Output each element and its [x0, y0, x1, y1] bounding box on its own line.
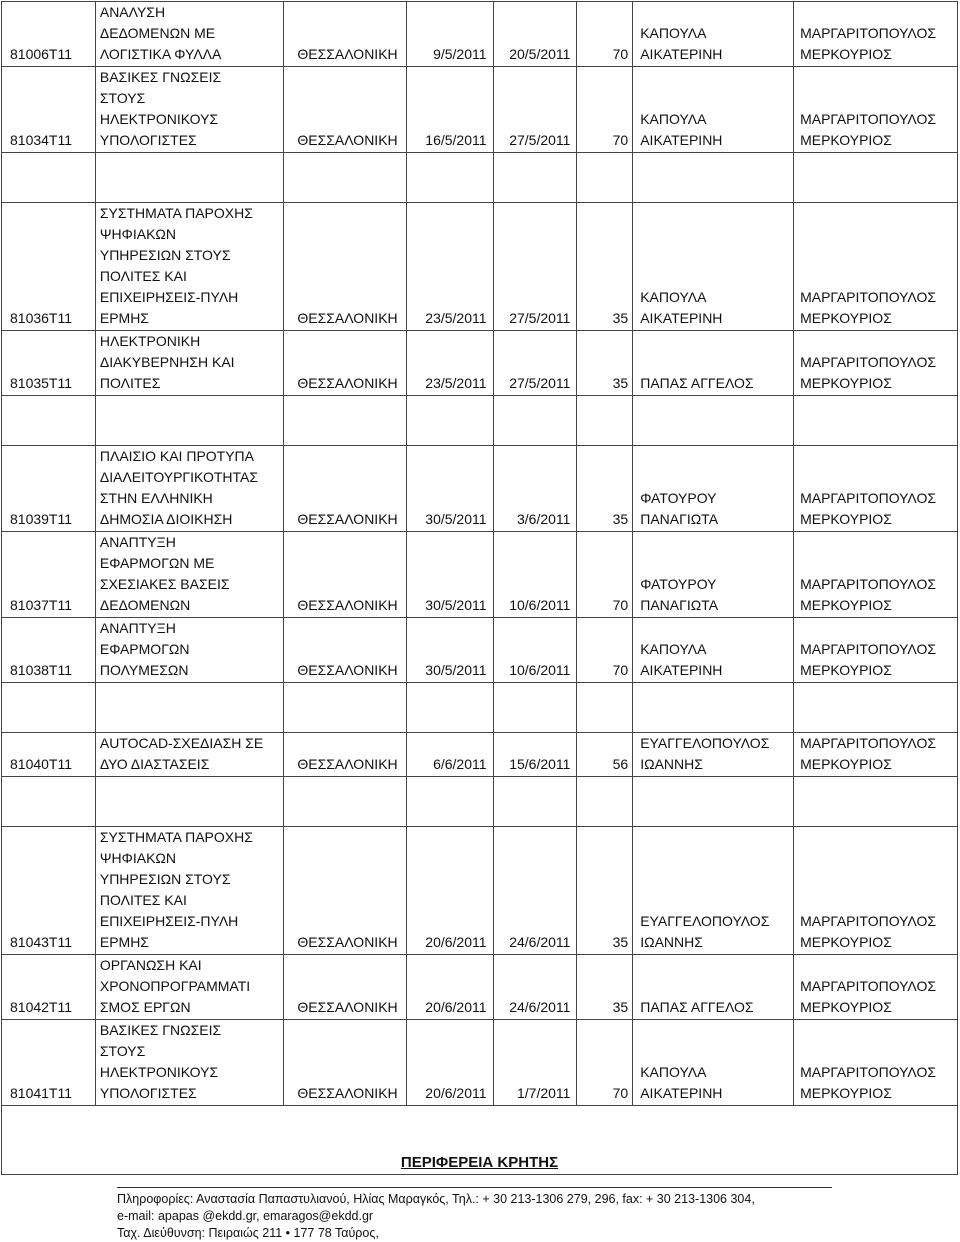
trainer-secondary: [794, 331, 958, 396]
group-separator: [2, 396, 958, 446]
empty-cell: [577, 777, 633, 827]
trainer-primary: [633, 733, 794, 777]
region-row: [2, 1106, 958, 1175]
course-title-line: ΣΤΟΥΣ: [99, 1043, 146, 1059]
trainer-primary-line: ΑΙΚΑΤΕΡΙΝΗ: [640, 662, 723, 678]
trainer-secondary-line: ΜΕΡΚΟΥΡΙΟΣ: [800, 662, 892, 678]
course-city: ΘΕΣΣΑΛΟΝΙΚΗ: [283, 1020, 406, 1106]
course-code: 81040Τ11: [2, 733, 96, 777]
start-date: 20/6/2011: [406, 827, 493, 955]
trainer-primary: [633, 827, 794, 955]
course-title-line: ΗΛΕΚΤΡΟΝΙΚΟΥΣ: [99, 1064, 219, 1080]
trainer-secondary-line: ΜΑΡΓΑΡΙΤΟΠΟΥΛΟΣ: [800, 111, 937, 127]
trainer-secondary-line: ΜΕΡΚΟΥΡΙΟΣ: [800, 1085, 892, 1101]
start-date: 20/6/2011: [406, 955, 493, 1020]
course-title-line: ΑΝΑΠΤΥΞΗ: [99, 620, 176, 636]
empty-cell: [794, 777, 958, 827]
course-title-line: ΠΟΛΥΜΕΣΩΝ: [99, 662, 189, 678]
course-title-line: ΛΟΓΙΣΤΙΚΑ ΦΥΛΛΑ: [99, 46, 222, 62]
trainer-primary-line: ΠΑΝΑΓΙΩΤΑ: [640, 597, 719, 613]
empty-cell: [633, 777, 794, 827]
trainer-secondary: [794, 618, 958, 683]
course-city: ΘΕΣΣΑΛΟΝΙΚΗ: [283, 331, 406, 396]
course-title-line: ΨΗΦΙΑΚΩΝ: [99, 226, 176, 242]
table-row: [2, 2, 958, 67]
empty-cell: [577, 683, 633, 733]
course-title-line: ΠΟΛΙΤΕΣ ΚΑΙ: [99, 892, 187, 908]
course-title-line: ΥΠΟΛΟΓΙΣΤΕΣ: [99, 132, 197, 148]
trainer-primary-line: ΠΑΝΑΓΙΩΤΑ: [640, 511, 719, 527]
empty-cell: [794, 153, 958, 203]
course-hours: 35: [577, 203, 633, 331]
course-title-line: ΠΟΛΙΤΕΣ: [99, 375, 161, 391]
course-title-line: ΒΑΣΙΚΕΣ ΓΝΩΣΕΙΣ: [99, 69, 222, 85]
course-title-line: ΥΠΟΛΟΓΙΣΤΕΣ: [99, 1085, 197, 1101]
start-date: 30/5/2011: [406, 446, 493, 532]
trainer-secondary-line: ΜΑΡΓΑΡΙΤΟΠΟΥΛΟΣ: [800, 641, 937, 657]
table-row: [2, 618, 958, 683]
empty-cell: [406, 396, 493, 446]
course-hours: 70: [577, 1020, 633, 1106]
trainer-secondary-line: ΜΕΡΚΟΥΡΙΟΣ: [800, 597, 892, 613]
table-body: [2, 2, 958, 1175]
table-row: [2, 955, 958, 1020]
trainer-primary: [633, 532, 794, 618]
trainer-secondary: [794, 827, 958, 955]
trainer-primary-line: ΕΥΑΓΓΕΛΟΠΟΥΛΟΣ: [640, 913, 770, 929]
trainer-primary: [633, 203, 794, 331]
course-code: 81038Τ11: [2, 618, 96, 683]
trainer-primary: [633, 2, 794, 67]
trainer-secondary-line: ΜΕΡΚΟΥΡΙΟΣ: [800, 310, 892, 326]
footer-contacts: Πληροφορίες: Αναστασία Παπαστυλιανού, Ηλίας Μαραγκός, Τηλ.: + 30 213-1306 279, 296, fax: + 30 213-1306 304,: [117, 1192, 755, 1206]
empty-cell: [95, 153, 283, 203]
course-title-line: ΥΠΗΡΕΣΙΩΝ ΣΤΟΥΣ: [99, 871, 231, 887]
empty-cell: [577, 153, 633, 203]
trainer-secondary: [794, 67, 958, 153]
trainer-primary: [633, 1020, 794, 1106]
trainer-primary-line: ΦΑΤΟΥΡΟΥ: [640, 490, 717, 506]
course-code: 81037Τ11: [2, 532, 96, 618]
empty-cell: [283, 683, 406, 733]
trainer-secondary-line: ΜΕΡΚΟΥΡΙΟΣ: [800, 46, 892, 62]
course-hours: 70: [577, 618, 633, 683]
end-date: 24/6/2011: [493, 955, 577, 1020]
course-city: ΘΕΣΣΑΛΟΝΙΚΗ: [283, 67, 406, 153]
trainer-primary-line: ΑΙΚΑΤΕΡΙΝΗ: [640, 132, 723, 148]
course-hours: 35: [577, 331, 633, 396]
empty-cell: [577, 396, 633, 446]
trainer-primary: [633, 618, 794, 683]
course-title-line: ΔΗΜΟΣΙΑ ΔΙΟΙΚΗΣΗ: [99, 511, 233, 527]
table-row: [2, 67, 958, 153]
empty-cell: [493, 683, 577, 733]
trainer-primary-line: ΕΥΑΓΓΕΛΟΠΟΥΛΟΣ: [640, 735, 770, 751]
empty-cell: [95, 396, 283, 446]
empty-cell: [2, 396, 96, 446]
trainer-secondary-line: ΜΑΡΓΑΡΙΤΟΠΟΥΛΟΣ: [800, 1064, 937, 1080]
course-code: 81035Τ11: [2, 331, 96, 396]
empty-cell: [493, 396, 577, 446]
course-title-line: ΕΠΙΧΕΙΡΗΣΕΙΣ-ΠΥΛΗ: [99, 913, 239, 929]
table-row: [2, 827, 958, 955]
course-hours: 35: [577, 446, 633, 532]
course-city: ΘΕΣΣΑΛΟΝΙΚΗ: [283, 2, 406, 67]
end-date: 20/5/2011: [493, 2, 577, 67]
trainer-primary-line: ΠΑΠΑΣ ΑΓΓΕΛΟΣ: [640, 375, 754, 391]
trainer-secondary-line: ΜΕΡΚΟΥΡΙΟΣ: [800, 934, 892, 950]
region-title: ΠΕΡΙΦΕΡΕΙΑ ΚΡΗΤΗΣ: [400, 1154, 559, 1171]
end-date: 24/6/2011: [493, 827, 577, 955]
empty-cell: [794, 683, 958, 733]
course-title-line: ΣΜΟΣ ΕΡΓΩΝ: [99, 999, 191, 1015]
course-title-line: ΣΤΗΝ ΕΛΛΗΝΙΚΗ: [99, 490, 213, 506]
trainer-primary-line: ΙΩΑΝΝΗΣ: [640, 756, 703, 772]
end-date: 27/5/2011: [493, 67, 577, 153]
end-date: 1/7/2011: [493, 1020, 577, 1106]
course-title: [95, 446, 283, 532]
end-date: 10/6/2011: [493, 532, 577, 618]
trainer-primary-line: ΑΙΚΑΤΕΡΙΝΗ: [640, 46, 723, 62]
course-code: 81042Τ11: [2, 955, 96, 1020]
start-date: 30/5/2011: [406, 618, 493, 683]
course-title-line: ΔΙΑΛΕΙΤΟΥΡΓΙΚΟΤΗΤΑΣ: [99, 469, 258, 485]
end-date: 3/6/2011: [493, 446, 577, 532]
trainer-secondary-line: ΜΑΡΓΑΡΙΤΟΠΟΥΛΟΣ: [800, 490, 937, 506]
start-date: 6/6/2011: [406, 733, 493, 777]
contact-footer: [117, 1187, 832, 1242]
trainer-secondary: [794, 446, 958, 532]
empty-cell: [633, 153, 794, 203]
table-row: [2, 203, 958, 331]
course-title-line: ΔΕΔΟΜΕΝΩΝ ΜΕ: [99, 25, 216, 41]
empty-cell: [283, 777, 406, 827]
course-title: [95, 2, 283, 67]
trainer-secondary-line: ΜΕΡΚΟΥΡΙΟΣ: [800, 756, 892, 772]
empty-cell: [283, 396, 406, 446]
start-date: 23/5/2011: [406, 203, 493, 331]
trainer-primary: [633, 955, 794, 1020]
start-date: 20/6/2011: [406, 1020, 493, 1106]
course-hours: 35: [577, 827, 633, 955]
course-code: 81036Τ11: [2, 203, 96, 331]
course-city: ΘΕΣΣΑΛΟΝΙΚΗ: [283, 532, 406, 618]
empty-cell: [406, 777, 493, 827]
course-schedule-table: [1, 1, 958, 1175]
course-title-line: ΑΝΑΛΥΣΗ: [99, 4, 166, 20]
trainer-secondary-line: ΜΕΡΚΟΥΡΙΟΣ: [800, 132, 892, 148]
empty-cell: [2, 683, 96, 733]
empty-cell: [633, 683, 794, 733]
course-hours: 70: [577, 2, 633, 67]
course-title: [95, 733, 283, 777]
course-city: ΘΕΣΣΑΛΟΝΙΚΗ: [283, 827, 406, 955]
course-hours: 70: [577, 67, 633, 153]
empty-cell: [95, 683, 283, 733]
empty-cell: [633, 396, 794, 446]
trainer-secondary: [794, 2, 958, 67]
course-title-line: ΔΙΑΚΥΒΕΡΝΗΣΗ ΚΑΙ: [99, 354, 235, 370]
empty-cell: [406, 683, 493, 733]
end-date: 15/6/2011: [493, 733, 577, 777]
course-city: ΘΕΣΣΑΛΟΝΙΚΗ: [283, 618, 406, 683]
course-hours: 56: [577, 733, 633, 777]
course-title-line: ΧΡΟΝΟΠΡΟΓΡΑΜΜΑΤΙ: [99, 978, 251, 994]
trainer-primary: [633, 331, 794, 396]
course-city: ΘΕΣΣΑΛΟΝΙΚΗ: [283, 203, 406, 331]
trainer-secondary: [794, 1020, 958, 1106]
end-date: 10/6/2011: [493, 618, 577, 683]
course-code: 81041Τ11: [2, 1020, 96, 1106]
course-city: ΘΕΣΣΑΛΟΝΙΚΗ: [283, 955, 406, 1020]
course-title-line: ΠΛΑΙΣΙΟ ΚΑΙ ΠΡΟΤΥΠΑ: [99, 448, 255, 464]
course-hours: 35: [577, 955, 633, 1020]
empty-cell: [406, 153, 493, 203]
start-date: 23/5/2011: [406, 331, 493, 396]
trainer-secondary-line: ΜΕΡΚΟΥΡΙΟΣ: [800, 999, 892, 1015]
table-row: [2, 1020, 958, 1106]
trainer-primary-line: ΚΑΠΟΥΛΑ: [640, 1064, 707, 1080]
course-title-line: ΣΥΣΤΗΜΑΤΑ ΠΑΡΟΧΗΣ: [99, 829, 253, 845]
course-title-line: ΕΦΑΡΜΟΓΩΝ ΜΕ: [99, 555, 215, 571]
course-title: [95, 331, 283, 396]
empty-cell: [2, 777, 96, 827]
trainer-secondary-line: ΜΑΡΓΑΡΙΤΟΠΟΥΛΟΣ: [800, 289, 937, 305]
trainer-secondary: [794, 532, 958, 618]
trainer-secondary-line: ΜΑΡΓΑΡΙΤΟΠΟΥΛΟΣ: [800, 354, 937, 370]
course-city: ΘΕΣΣΑΛΟΝΙΚΗ: [283, 446, 406, 532]
trainer-primary-line: ΑΙΚΑΤΕΡΙΝΗ: [640, 1085, 723, 1101]
empty-cell: [493, 153, 577, 203]
course-title-line: ΗΛΕΚΤΡΟΝΙΚΗ: [99, 333, 201, 349]
table-row: [2, 532, 958, 618]
trainer-secondary-line: ΜΑΡΓΑΡΙΤΟΠΟΥΛΟΣ: [800, 978, 937, 994]
course-title: [95, 67, 283, 153]
course-code: 81006Τ11: [2, 2, 96, 67]
table-row: [2, 733, 958, 777]
course-title: [95, 1020, 283, 1106]
course-title-line: ΠΟΛΙΤΕΣ ΚΑΙ: [99, 268, 187, 284]
table-row: [2, 446, 958, 532]
course-city: ΘΕΣΣΑΛΟΝΙΚΗ: [283, 733, 406, 777]
trainer-secondary-line: ΜΑΡΓΑΡΙΤΟΠΟΥΛΟΣ: [800, 735, 937, 751]
course-title: [95, 618, 283, 683]
trainer-secondary-line: ΜΑΡΓΑΡΙΤΟΠΟΥΛΟΣ: [800, 913, 937, 929]
course-title-line: ΟΡΓΑΝΩΣΗ ΚΑΙ: [99, 957, 202, 973]
region-cell: [2, 1106, 958, 1175]
group-separator: [2, 683, 958, 733]
empty-cell: [283, 153, 406, 203]
group-separator: [2, 153, 958, 203]
course-title-line: ΣΤΟΥΣ: [99, 90, 146, 106]
trainer-secondary: [794, 203, 958, 331]
empty-cell: [95, 777, 283, 827]
footer-email: e-mail: apapas @ekdd.gr, emaragos@ekdd.gr: [117, 1209, 374, 1223]
trainer-primary-line: ΦΑΤΟΥΡΟΥ: [640, 576, 717, 592]
course-title-line: ΔΥΟ ΔΙΑΣΤΑΣΕΙΣ: [99, 756, 210, 772]
course-title-line: AUTOCAD-ΣΧΕΔΙΑΣΗ ΣΕ: [99, 735, 264, 751]
empty-cell: [2, 153, 96, 203]
empty-cell: [493, 777, 577, 827]
trainer-primary: [633, 446, 794, 532]
course-title-line: ΕΡΜΗΣ: [99, 310, 149, 326]
course-title-line: ΕΦΑΡΜΟΓΩΝ: [99, 641, 190, 657]
trainer-primary-line: ΚΑΠΟΥΛΑ: [640, 111, 707, 127]
course-code: 81039Τ11: [2, 446, 96, 532]
course-title-line: ΔΕΔΟΜΕΝΩΝ: [99, 597, 191, 613]
course-title-line: ΣΥΣΤΗΜΑΤΑ ΠΑΡΟΧΗΣ: [99, 205, 253, 221]
trainer-secondary: [794, 955, 958, 1020]
course-title: [95, 827, 283, 955]
course-title-line: ΕΠΙΧΕΙΡΗΣΕΙΣ-ΠΥΛΗ: [99, 289, 239, 305]
trainer-primary-line: ΚΑΠΟΥΛΑ: [640, 25, 707, 41]
trainer-primary-line: ΑΙΚΑΤΕΡΙΝΗ: [640, 310, 723, 326]
group-separator: [2, 777, 958, 827]
course-title-line: ΣΧΕΣΙΑΚΕΣ ΒΑΣΕΙΣ: [99, 576, 230, 592]
start-date: 30/5/2011: [406, 532, 493, 618]
course-title-line: ΒΑΣΙΚΕΣ ΓΝΩΣΕΙΣ: [99, 1022, 222, 1038]
course-title: [95, 203, 283, 331]
course-title-line: ΗΛΕΚΤΡΟΝΙΚΟΥΣ: [99, 111, 219, 127]
start-date: 16/5/2011: [406, 67, 493, 153]
trainer-primary-line: ΠΑΠΑΣ ΑΓΓΕΛΟΣ: [640, 999, 754, 1015]
end-date: 27/5/2011: [493, 331, 577, 396]
course-title-line: ΑΝΑΠΤΥΞΗ: [99, 534, 176, 550]
table-row: [2, 331, 958, 396]
trainer-secondary: [794, 733, 958, 777]
course-title: [95, 532, 283, 618]
course-title-line: ΕΡΜΗΣ: [99, 934, 149, 950]
trainer-primary-line: ΙΩΑΝΝΗΣ: [640, 934, 703, 950]
end-date: 27/5/2011: [493, 203, 577, 331]
footer-address: Ταχ. Διεύθυνση: Πειραιώς 211 • 177 78 Ταύρος,: [117, 1226, 379, 1240]
trainer-secondary-line: ΜΕΡΚΟΥΡΙΟΣ: [800, 511, 892, 527]
empty-cell: [794, 396, 958, 446]
trainer-primary-line: ΚΑΠΟΥΛΑ: [640, 641, 707, 657]
trainer-primary-line: ΚΑΠΟΥΛΑ: [640, 289, 707, 305]
course-code: 81034Τ11: [2, 67, 96, 153]
course-title-line: ΥΠΗΡΕΣΙΩΝ ΣΤΟΥΣ: [99, 247, 231, 263]
course-title-line: ΨΗΦΙΑΚΩΝ: [99, 850, 176, 866]
trainer-secondary-line: ΜΑΡΓΑΡΙΤΟΠΟΥΛΟΣ: [800, 25, 937, 41]
trainer-secondary-line: ΜΑΡΓΑΡΙΤΟΠΟΥΛΟΣ: [800, 576, 937, 592]
course-code: 81043Τ11: [2, 827, 96, 955]
course-title: [95, 955, 283, 1020]
trainer-secondary-line: ΜΕΡΚΟΥΡΙΟΣ: [800, 375, 892, 391]
trainer-primary: [633, 67, 794, 153]
course-hours: 70: [577, 532, 633, 618]
start-date: 9/5/2011: [406, 2, 493, 67]
